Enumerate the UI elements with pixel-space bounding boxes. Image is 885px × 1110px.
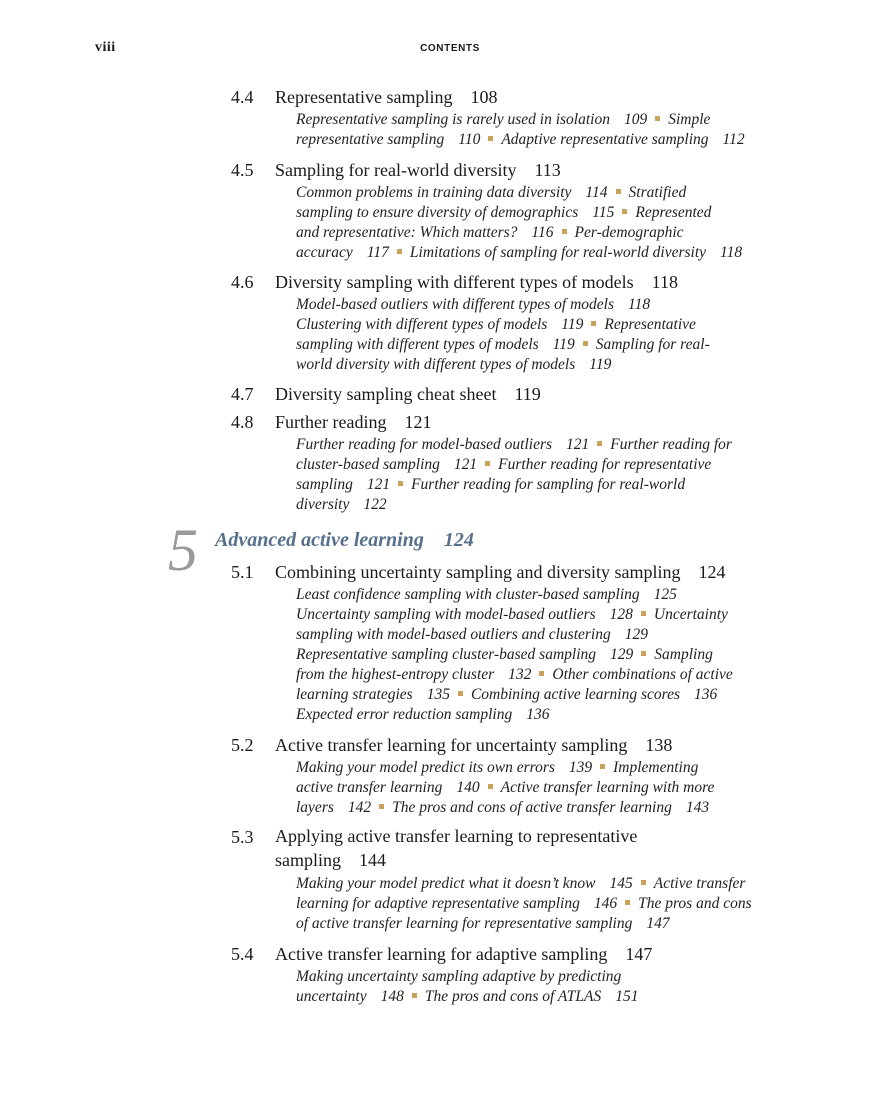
subsection-title: Implementing xyxy=(613,759,699,776)
section-title xyxy=(275,409,431,435)
section-title-text: Further reading xyxy=(275,412,387,432)
subsection-line xyxy=(0,645,885,665)
subsection-line xyxy=(0,758,885,778)
subsection-title: Making your model predict its own errors xyxy=(296,759,555,776)
subsection-title: sampling to ensure diversity of demographics xyxy=(296,204,579,221)
subsection-title: Combining active learning scores xyxy=(470,686,681,703)
section-number: 4.5 xyxy=(231,160,254,180)
section-heading xyxy=(0,824,885,874)
separator-bullet-icon xyxy=(488,784,493,789)
subsection-title: Further reading for representative xyxy=(498,456,712,473)
section-number: 4.7 xyxy=(231,384,254,404)
separator-bullet-icon xyxy=(622,209,627,214)
subsection-title: Making uncertainty sampling adaptive by predicting xyxy=(296,968,622,985)
subsection-title: sampling with different types of models xyxy=(296,336,539,353)
subsection-line xyxy=(0,778,885,798)
subsection-page-number: 119 xyxy=(561,316,584,333)
subsection-title: of active transfer learning for representative sampling xyxy=(296,915,633,932)
subsection-title: sampling xyxy=(296,476,353,493)
subsection-title: Stratified xyxy=(628,184,687,201)
subsection-title: active transfer learning xyxy=(296,779,443,796)
section-title-text: Diversity sampling with different types of models xyxy=(275,272,634,292)
subsection-title: and representative: Which matters? xyxy=(296,224,518,241)
subsection-page-number: 117 xyxy=(366,244,389,261)
section-title xyxy=(275,559,725,585)
subsection-title: The pros and cons of active transfer learning xyxy=(392,799,672,816)
subsection-page-number: 151 xyxy=(615,988,639,1005)
section-title-text: Representative sampling xyxy=(275,87,453,107)
subsection-page-number: 118 xyxy=(720,244,743,261)
subsection-line xyxy=(0,315,885,335)
subsection-title: The pros and cons xyxy=(638,895,752,912)
subsection-line xyxy=(0,665,885,685)
subsection-line xyxy=(0,335,885,355)
subsection-page-number: 125 xyxy=(653,586,677,603)
subsection-title: Least confidence sampling with cluster-based sampling xyxy=(296,586,640,603)
subsection-page-number: 110 xyxy=(458,131,481,148)
subsection-line xyxy=(0,705,885,725)
subsection-page-number: 121 xyxy=(566,436,590,453)
subsection-title: diversity xyxy=(296,496,350,513)
subsection-line xyxy=(0,894,885,914)
subsection-line xyxy=(0,223,885,243)
subsection-line xyxy=(0,914,885,934)
separator-bullet-icon xyxy=(641,651,646,656)
separator-bullet-icon xyxy=(591,321,596,326)
separator-bullet-icon xyxy=(583,341,588,346)
subsection-title: sampling with model-based outliers and clustering xyxy=(296,626,611,643)
subsection-title: Further reading for model-based outliers xyxy=(296,436,553,453)
subsection-page-number: 109 xyxy=(623,111,648,128)
separator-bullet-icon xyxy=(488,136,493,141)
subsection-line xyxy=(0,967,885,987)
section-number: 4.8 xyxy=(231,412,254,432)
separator-bullet-icon xyxy=(655,116,660,121)
section-title xyxy=(275,157,561,183)
subsection-title: Other combinations of active xyxy=(552,666,733,683)
subsection-title: learning strategies xyxy=(296,686,413,703)
section-number: 5.1 xyxy=(231,562,254,582)
section-number: 5.2 xyxy=(231,735,254,755)
section-page-number: 138 xyxy=(645,735,673,755)
section-number: 5.3 xyxy=(231,827,254,847)
subsection-title: Representative xyxy=(604,316,696,333)
subsection-title: Model-based outliers with different types of models xyxy=(296,296,614,313)
section-number: 4.6 xyxy=(231,272,254,292)
subsection-page-number: 116 xyxy=(531,224,554,241)
subsection-page-number: 121 xyxy=(366,476,391,493)
subsection-title: accuracy xyxy=(296,244,353,261)
subsection-title: Expected error reduction sampling xyxy=(296,706,513,723)
subsection-page-number: 114 xyxy=(585,184,608,201)
subsection-title: from the highest-entropy cluster xyxy=(296,666,495,683)
subsection-title: Making your model predict what it doesn’t know xyxy=(296,875,596,892)
subsection-line xyxy=(0,798,885,818)
section-title xyxy=(275,84,497,110)
section-title-text: Sampling for real-world diversity xyxy=(275,160,517,180)
subsection-line xyxy=(0,130,885,150)
separator-bullet-icon xyxy=(597,441,602,446)
subsection-line xyxy=(0,183,885,203)
separator-bullet-icon xyxy=(641,611,646,616)
subsection-line xyxy=(0,435,885,455)
section-title xyxy=(275,269,678,295)
subsection-page-number: 143 xyxy=(685,799,710,816)
subsection-title: Uncertainty xyxy=(653,606,728,623)
separator-bullet-icon xyxy=(600,764,605,769)
subsection-title: Represented xyxy=(635,204,712,221)
toc-section-4-4[interactable] xyxy=(0,84,885,150)
section-heading xyxy=(0,84,885,110)
subsection-title: Simple xyxy=(668,111,711,128)
subsection-title: Limitations of sampling for real-world diversity xyxy=(409,244,707,261)
section-title-text: Combining uncertainty sampling and diversity sampling xyxy=(275,562,681,582)
subsection-line xyxy=(0,585,885,605)
chapter-number: 5 xyxy=(168,517,198,583)
subsection-page-number: 142 xyxy=(347,799,372,816)
toc-section-4-6[interactable] xyxy=(0,269,885,375)
subsection-line xyxy=(0,355,885,375)
subsection-line xyxy=(0,455,885,475)
subsection-title: representative sampling xyxy=(296,131,445,148)
section-page-number: 121 xyxy=(404,412,432,432)
subsection-page-number: 145 xyxy=(609,875,633,892)
subsection-page-number: 128 xyxy=(609,606,633,623)
subsection-title: Common problems in training data diversity xyxy=(296,184,572,201)
subsection-title: learning for adaptive representative sampling xyxy=(296,895,580,912)
subsection-line xyxy=(0,203,885,223)
toc-section-4-7[interactable] xyxy=(0,381,885,407)
subsection-page-number: 132 xyxy=(508,666,532,683)
subsection-line xyxy=(0,475,885,495)
subsection-page-number: 118 xyxy=(628,296,651,313)
subsection-page-number: 140 xyxy=(456,779,480,796)
separator-bullet-icon xyxy=(412,993,417,998)
subsection-title: Sampling xyxy=(654,646,713,663)
running-head: CONTENTS xyxy=(420,43,480,54)
subsection-title: Adaptive representative sampling xyxy=(501,131,709,148)
subsection-line xyxy=(0,874,885,894)
separator-bullet-icon xyxy=(616,189,621,194)
subsection-line xyxy=(0,987,885,1007)
section-page-number: 108 xyxy=(470,87,498,107)
subsection-page-number: 148 xyxy=(380,988,404,1005)
subsection-page-number: 136 xyxy=(526,706,550,723)
subsection-line xyxy=(0,110,885,130)
subsection-title: Further reading for xyxy=(610,436,732,453)
subsection-page-number: 129 xyxy=(624,626,648,643)
section-page-number: 113 xyxy=(534,160,561,180)
subsection-title: Clustering with different types of models xyxy=(296,316,548,333)
section-page-number: 119 xyxy=(514,384,541,404)
subsection-line xyxy=(0,295,885,315)
section-heading xyxy=(0,941,885,967)
subsection-page-number: 129 xyxy=(610,646,634,663)
toc-section-5-4[interactable] xyxy=(0,941,885,1007)
separator-bullet-icon xyxy=(458,691,463,696)
section-heading xyxy=(0,559,885,585)
subsection-title: Sampling for real- xyxy=(595,336,710,353)
section-title xyxy=(275,941,652,967)
subsection-page-number: 112 xyxy=(722,131,745,148)
subsection-title: Representative sampling is rarely used in isolation xyxy=(296,111,610,128)
separator-bullet-icon xyxy=(398,481,403,486)
subsection-title: uncertainty xyxy=(296,988,367,1005)
separator-bullet-icon xyxy=(625,900,630,905)
subsection-title: layers xyxy=(296,799,334,816)
section-title xyxy=(275,824,637,872)
subsection-line xyxy=(0,605,885,625)
section-title xyxy=(275,732,672,758)
separator-bullet-icon xyxy=(539,671,544,676)
section-number: 4.4 xyxy=(231,87,254,107)
section-title-text: Diversity sampling cheat sheet xyxy=(275,384,497,404)
subsection-title: cluster-based sampling xyxy=(296,456,440,473)
section-page-number: 124 xyxy=(698,562,726,582)
section-heading xyxy=(0,269,885,295)
subsection-page-number: 119 xyxy=(589,356,612,373)
section-page-number: 118 xyxy=(651,272,678,292)
subsection-title: The pros and cons of ATLAS xyxy=(424,988,602,1005)
section-title-text: Active transfer learning for uncertainty sampling xyxy=(275,735,628,755)
separator-bullet-icon xyxy=(641,880,646,885)
section-number: 5.4 xyxy=(231,944,254,964)
page-folio: viii xyxy=(95,40,116,55)
section-title-text: Active transfer learning for adaptive sampling xyxy=(275,944,608,964)
separator-bullet-icon xyxy=(397,249,402,254)
section-page-number: 144 xyxy=(359,850,386,870)
section-title-text: sampling xyxy=(275,850,341,870)
toc-section-4-5[interactable] xyxy=(0,157,885,263)
subsection-title: Active transfer learning with more xyxy=(500,779,715,796)
section-heading xyxy=(0,732,885,758)
toc-section-4-8[interactable] xyxy=(0,409,885,515)
chapter-title: Advanced active learning 124 xyxy=(215,529,474,551)
section-page-number: 147 xyxy=(625,944,653,964)
subsection-page-number: 115 xyxy=(592,204,615,221)
subsection-title: Active transfer xyxy=(653,875,746,892)
subsection-title: world diversity with different types of models xyxy=(296,356,576,373)
subsection-title: Further reading for sampling for real-world xyxy=(411,476,686,493)
subsection-page-number: 135 xyxy=(426,686,450,703)
subsection-page-number: 146 xyxy=(593,895,618,912)
subsection-line xyxy=(0,625,885,645)
separator-bullet-icon xyxy=(485,461,490,466)
section-heading xyxy=(0,381,885,407)
separator-bullet-icon xyxy=(379,804,384,809)
subsection-page-number: 147 xyxy=(646,915,670,932)
subsection-page-number: 121 xyxy=(453,456,478,473)
section-heading xyxy=(0,409,885,435)
toc-section-5-2[interactable] xyxy=(0,732,885,818)
subsection-line xyxy=(0,495,885,515)
subsection-page-number: 119 xyxy=(552,336,575,353)
subsection-page-number: 122 xyxy=(363,496,387,513)
separator-bullet-icon xyxy=(562,229,567,234)
toc-section-5-1[interactable] xyxy=(0,559,885,725)
subsection-line xyxy=(0,685,885,705)
subsection-page-number: 136 xyxy=(694,686,718,703)
toc-section-5-3[interactable] xyxy=(0,824,885,934)
subsection-line xyxy=(0,243,885,263)
subsection-page-number: 139 xyxy=(568,759,593,776)
section-title xyxy=(275,381,541,407)
section-title-text: Applying active transfer learning to representative xyxy=(275,826,638,846)
subsection-title: Representative sampling cluster-based sampling xyxy=(296,646,597,663)
section-heading xyxy=(0,157,885,183)
subsection-title: Per-demographic xyxy=(574,224,684,241)
subsection-title: Uncertainty sampling with model-based outliers xyxy=(296,606,596,623)
